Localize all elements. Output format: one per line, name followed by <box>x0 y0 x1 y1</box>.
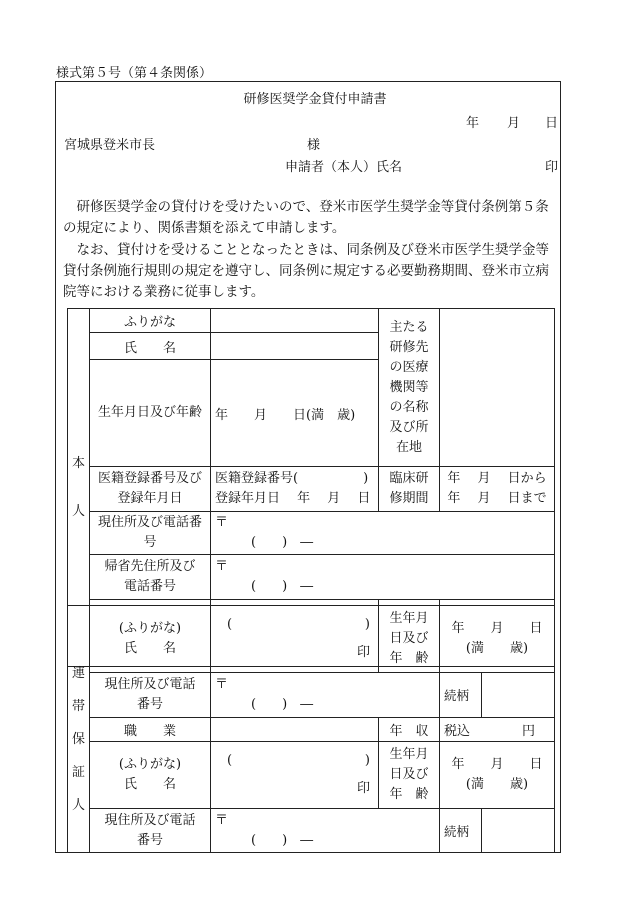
training-label: 臨床研 修期間 <box>379 467 440 512</box>
institution-field[interactable] <box>440 309 555 467</box>
paragraph-pledge: なお、貸付けを受けることとなったときは、同条例及び登米市医学生奨学金等貸付条例施行規則の規定を遵守し、同条例に規定する必要勤務期間、登米市立病院等における業務に従事します。 <box>63 242 549 300</box>
guarantor2-address-label: 現住所及び電話 番号 <box>90 809 211 853</box>
guarantor-occupation-field[interactable] <box>211 718 379 742</box>
date-day-label: 日 <box>545 116 559 131</box>
guarantor1-birth-label: 生年月 日及び 年 齢 <box>379 606 440 673</box>
home-address-label: 帰省先住所及び 電話番号 <box>90 555 211 600</box>
guarantor2-birth-label: 生年月 日及び 年 齢 <box>379 742 440 809</box>
guarantor2-address-field[interactable]: 〒 ( ) ― <box>211 809 440 853</box>
guarantor2-name-field[interactable]: ( ) 印 <box>211 742 379 809</box>
guarantor1-name-label: (ふりがな) 氏 名 <box>90 606 211 673</box>
guarantor-table <box>67 605 555 853</box>
furigana-label: ふりがな <box>90 309 211 333</box>
address-label: 現住所及び電話番 号 <box>90 512 211 555</box>
addressee: 宮城県登米市長 <box>64 138 156 153</box>
birth-label: 生年月日及び年齢 <box>90 360 211 467</box>
guarantor1-relation-label: 続柄 <box>440 673 482 718</box>
guarantor1-name-field[interactable]: ( ) 印 <box>211 606 379 673</box>
self-group-label: 本 人 <box>68 309 90 667</box>
paragraph-application: 研修医奨学金の貸付けを受けたいので、登米市医学生奨学金等貸付条例第５条の規定により、関係書類を添えて申請します。 <box>63 199 549 236</box>
date-month-label: 月 <box>507 116 521 131</box>
guarantor1-address-label: 現住所及び電話 番号 <box>90 673 211 718</box>
address-field[interactable]: 〒 ( ) ― <box>211 512 555 555</box>
guarantor2-birth-field[interactable]: 年 月 日 (満 歳) <box>440 742 555 809</box>
addressee-honorific: 様 <box>307 138 321 153</box>
training-field[interactable]: 年 月 日から 年 月 日まで <box>440 467 555 512</box>
guarantor1-birth-field[interactable]: 年 月 日 (満 歳) <box>440 606 555 673</box>
guarantor2-relation-label: 続柄 <box>440 809 482 853</box>
applicant-name-label: 申請者（本人）氏名 <box>285 160 403 175</box>
form-number: 様式第５号（第４条関係） <box>56 66 213 81</box>
furigana-field[interactable] <box>211 309 379 333</box>
guarantor-income-field[interactable]: 税込 円 <box>440 718 555 742</box>
institution-label: 主たる 研修先 の医療 機関等 の名称 及び所 在地 <box>379 309 440 467</box>
guarantor1-address-field[interactable]: 〒 ( ) ― <box>211 673 440 718</box>
date-year-label: 年 <box>466 116 480 131</box>
guarantor1-relation-field[interactable] <box>482 673 555 718</box>
guarantor2-name-label: (ふりがな) 氏 名 <box>90 742 211 809</box>
name-field[interactable] <box>211 333 379 360</box>
guarantor-group-label: 連 帯 保 証 人 <box>68 606 90 853</box>
home-address-field[interactable]: 〒 ( ) ― <box>211 555 555 600</box>
registry-field[interactable]: 医籍登録番号( ) 登録年月日 年 月 日 <box>211 467 379 512</box>
name-label: 氏 名 <box>90 333 211 360</box>
registry-label: 医籍登録番号及び 登録年月日 <box>90 467 211 512</box>
guarantor-income-label: 年 収 <box>379 718 440 742</box>
guarantor2-relation-field[interactable] <box>482 809 555 853</box>
form-title: 研修医奨学金貸付申請書 <box>243 92 387 107</box>
birth-field[interactable]: 年 月 日(満 歳) <box>211 360 379 467</box>
applicant-seal: 印 <box>545 160 559 175</box>
guarantor-occupation-label: 職 業 <box>90 718 211 742</box>
